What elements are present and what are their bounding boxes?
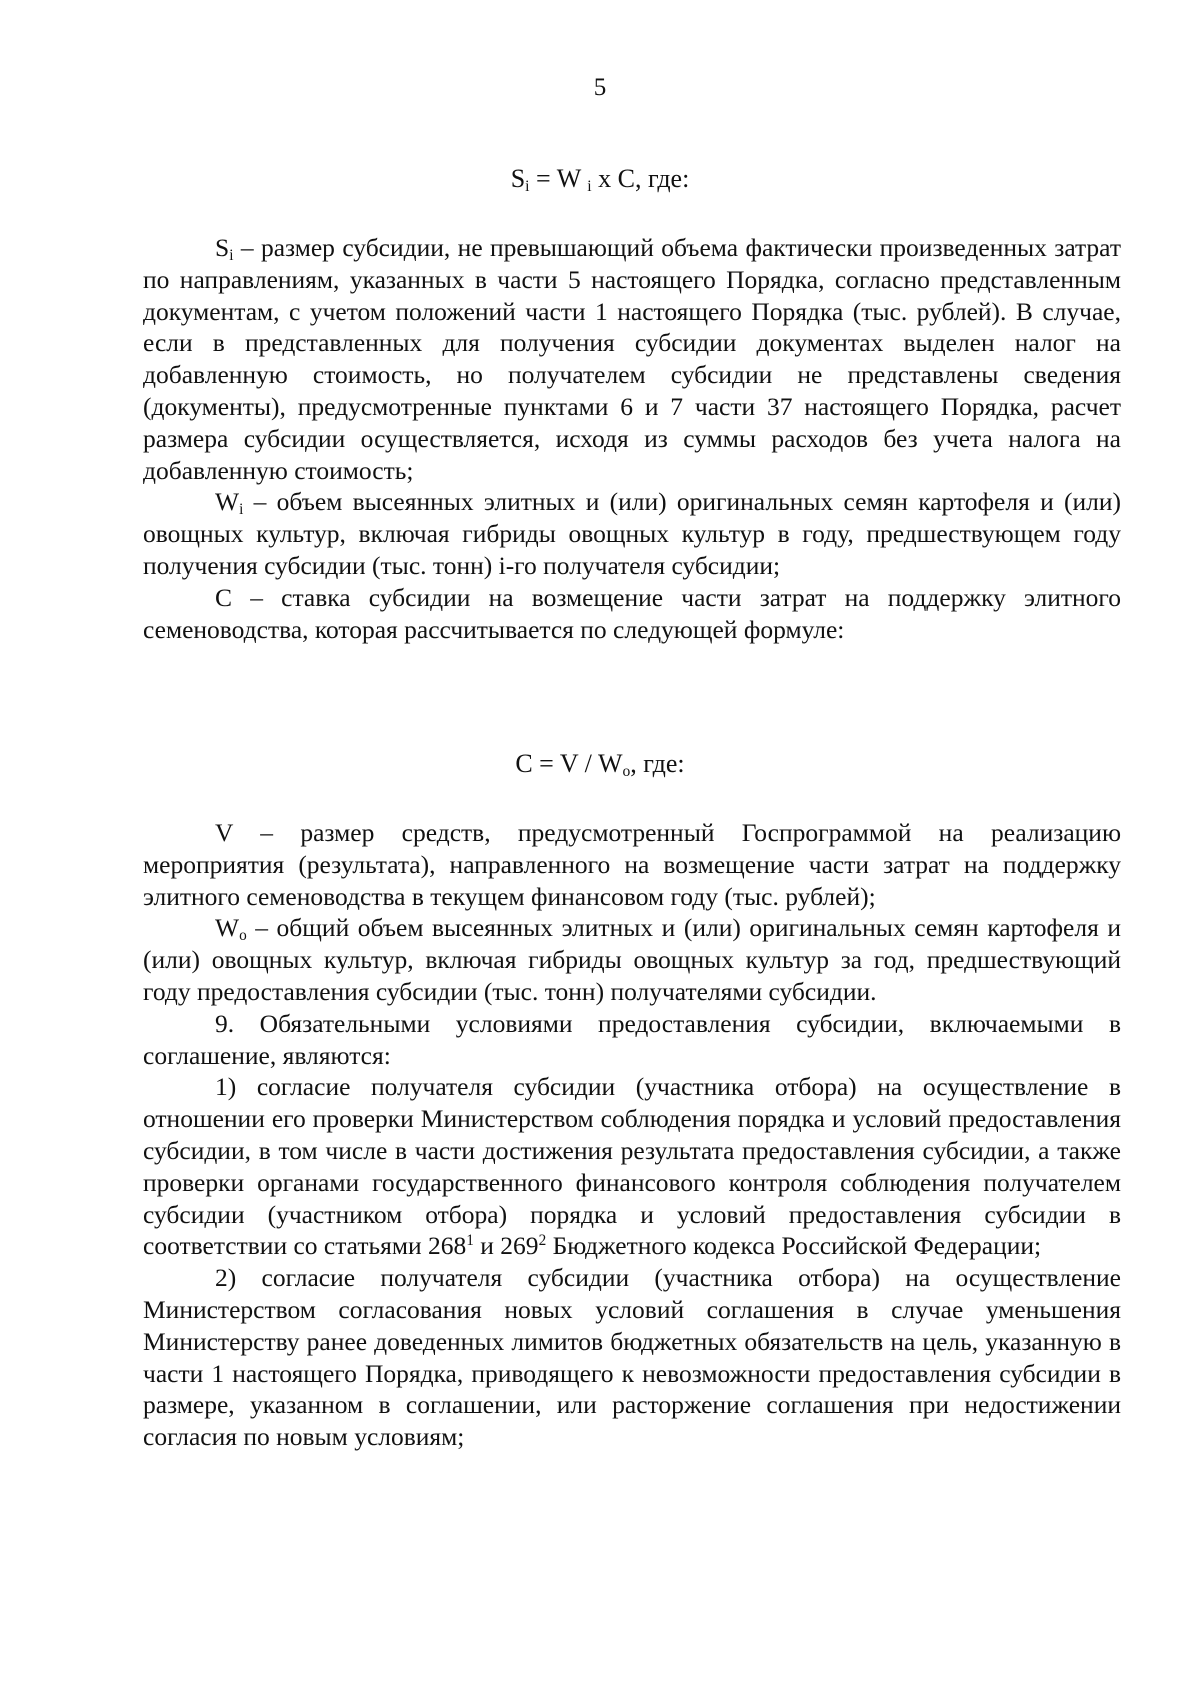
clause-text: и 269	[473, 1231, 539, 1261]
page-number: 5	[593, 74, 607, 101]
variable-symbol: W	[215, 913, 240, 943]
definition-wo	[143, 912, 1121, 1007]
definitions-block-1	[143, 232, 1121, 645]
article-superscript: 2	[538, 1232, 547, 1250]
clause-9: 9. Обязательными условиями предоставления субсидии, включаемыми в соглашение, являются:	[143, 1008, 1121, 1070]
formula-text: = W	[529, 164, 588, 193]
definition-wi	[143, 486, 1121, 581]
formula-subsidy-size	[0, 163, 1200, 195]
formula-text: x C, где:	[591, 164, 690, 193]
formula-subscript: i	[587, 177, 592, 195]
variable-symbol: W	[215, 487, 240, 517]
formula-subscript: o	[622, 762, 631, 780]
definition-text: – общий объем высеянных элитных и (или) оригинальных семян картофеля и (или) овощных культур, включая гибриды овощных культур за год, предшествующий году предоставления субсидии (тыс. тонн) получателями субсидии.	[143, 913, 1121, 1006]
formula-subsidy-rate	[0, 748, 1200, 780]
formula-subscript: i	[525, 177, 530, 195]
formula-symbol: S	[510, 164, 526, 193]
formula-text: , где:	[630, 749, 685, 778]
variable-subscript: i	[229, 246, 234, 264]
variable-symbol: S	[215, 233, 230, 262]
definition-c: C – ставка субсидии на возмещение части затрат на поддержку элитного семеноводства, которая рассчитывается по следующей формуле:	[143, 582, 1121, 644]
definition-text: – объем высеянных элитных и (или) оригинальных семян картофеля и (или) овощных культур, включая гибриды овощных культур в году, предшествующем году получения субсидии (тыс. тонн) i-го получателя субсидии;	[143, 487, 1121, 580]
article-superscript: 1	[466, 1232, 474, 1250]
variable-subscript: o	[239, 927, 247, 945]
variable-subscript: i	[239, 501, 244, 519]
definition-text: – размер субсидии, не превышающий объема фактически произведенных затрат по направлениям, указанных в части 5 настоящего Порядка, согласно представленным документам, с учетом положений части 1 настоящего Порядка (тыс. рублей). В случае, если в представленных для получения субсидии документах выделен налог на добавленную стоимость, но получателем субсидии не представлены сведения (документы), предусмотренные пунктами 6 и 7 части 37 настоящего Порядка, расчет размера субсидии осуществляется, исходя из суммы расходов без учета налога на добавленную стоимость;	[143, 233, 1121, 485]
definitions-block-2	[143, 817, 1121, 1453]
definition-v: V – размер средств, предусмотренный Госпрограммой на реализацию мероприятия (результата), направленного на возмещение части затрат на поддержку элитного семеноводства в текущем финансовом году (тыс. рублей);	[143, 818, 1121, 911]
clause-text: 1) согласие получателя субсидии (участника отбора) на осуществление в отношении его проверки Министерством соблюдения порядка и условий предоставления субсидии, в том числе в части достижения результата предоставления субсидии, а также проверки органами государственного финансового контроля соблюдения получателем субсидии (участником отбора) порядка и условий предоставления субсидии в соответствии со статьями 268	[143, 1072, 1121, 1261]
formula-text: C = V / W	[515, 749, 623, 778]
clause-9-item-2: 2) согласие получателя субсидии (участника отбора) на осуществление Министерством согласования новых условий соглашения в случае уменьшения Министерству ранее доведенных лимитов бюджетных обязательств на цель, указанную в части 1 настоящего Порядка, приводящего к невозможности предоставления субсидии в размере, указанном в соглашении, или расторжение соглашения при недостижении согласия по новым условиям;	[143, 1263, 1121, 1452]
clause-9-item-1	[143, 1071, 1121, 1262]
definition-si	[143, 232, 1121, 486]
clause-text: Бюджетного кодекса Российской Федерации;	[546, 1231, 1042, 1261]
